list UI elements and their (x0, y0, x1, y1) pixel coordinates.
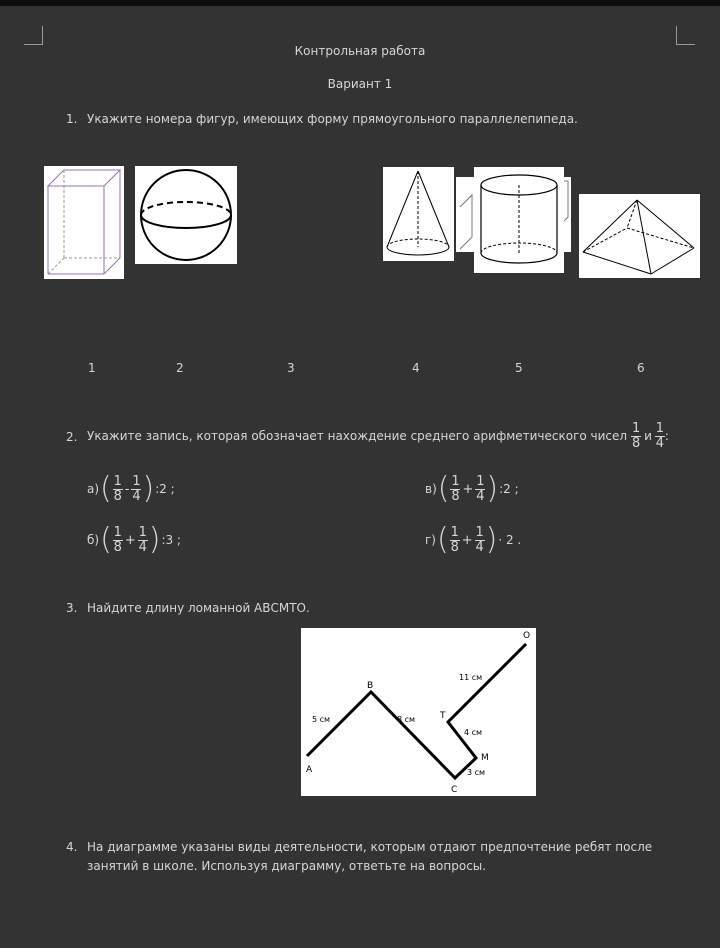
figure-pyramid (579, 194, 700, 278)
q3-text: Найдите длину ломанной АВСМТО. (87, 601, 310, 615)
figure-cylinder (474, 167, 564, 273)
fraction-numerator: 1 (631, 420, 641, 436)
option-operator: + (124, 532, 136, 548)
q2-option-b[interactable]: б) ( $\frac{1}{8}$ + $\frac{1}{4}$ ) :3 ; (87, 522, 181, 557)
option-label: а) (87, 482, 100, 496)
option-operator: - (124, 481, 130, 497)
figure-label-2: 2 (176, 361, 184, 375)
segment-label-TO: 11 см (459, 673, 483, 682)
q2-number: 2. (66, 430, 78, 444)
option-tail: :2 ; (499, 482, 519, 496)
q2-fraction-one-quarter (655, 420, 665, 451)
point-C: C (451, 785, 458, 795)
point-A: A (306, 765, 313, 775)
page-corner-mark-left (24, 26, 43, 45)
option-tail: :2 ; (155, 482, 175, 496)
q4-text-line1: На диаграмме указаны виды деятельности, которым отдают предпочтение ребят после (87, 840, 653, 854)
fraction-denominator: 4 (655, 435, 665, 451)
option-operator: + (462, 481, 474, 497)
q2-option-v[interactable]: в) ( $\frac{1}{8}$ + $\frac{1}{4}$ ) :2 ; (425, 471, 519, 506)
point-O: O (523, 631, 531, 641)
option-label: в) (425, 482, 437, 496)
figure-label-3: 3 (287, 361, 295, 375)
figure-label-4: 4 (412, 361, 420, 375)
q4-text-line2: занятий в школе. Используя диаграмму, ответьте на вопросы. (87, 859, 487, 873)
page-corner-mark-right (676, 26, 695, 45)
figure-box (44, 166, 124, 279)
figure-cone (383, 167, 454, 261)
fraction-numerator: 1 (655, 420, 665, 436)
segment-label-AB: 5 см (312, 715, 331, 724)
option-label: б) (87, 533, 100, 547)
figure-sphere (135, 166, 237, 264)
top-bar (0, 0, 720, 6)
q2-line (87, 417, 669, 455)
fraction-denominator: 8 (631, 435, 641, 451)
point-T: T (440, 711, 446, 721)
figure-label-5: 5 (515, 361, 523, 375)
point-M: M (481, 753, 489, 763)
q4-number: 4. (66, 840, 78, 854)
q2-option-a[interactable]: а) ( $\frac{1}{8}$ - $\frac{1}{4}$ ) :2 ; (87, 471, 175, 506)
variant-title: Вариант 1 (327, 77, 393, 91)
option-operator: + (461, 532, 473, 548)
segment-label-BC: 8 см (397, 715, 416, 724)
segment-label-MT: 4 см (464, 728, 483, 737)
point-B: B (367, 681, 374, 691)
q2-option-g[interactable]: г) ( $\frac{1}{8}$ + $\frac{1}{4}$ ) · 2 . (425, 522, 522, 557)
q1-text: Укажите номера фигур, имеющих форму прямоугольного параллелепипеда. (87, 112, 578, 126)
q2-conjunction: и (644, 429, 652, 443)
segment-label-CM: 3 см (467, 768, 486, 777)
figure-label-1: 1 (88, 361, 96, 375)
figure-label-6: 6 (637, 361, 645, 375)
q2-fraction-one-eighth (631, 420, 641, 451)
q1-number: 1. (66, 112, 78, 126)
option-tail: · 2 . (498, 533, 522, 547)
q2-end-colon: : (664, 429, 669, 443)
option-tail: :3 ; (161, 533, 181, 547)
q3-number: 3. (66, 601, 78, 615)
q2-text: Укажите запись, которая обозначает нахождение среднего арифметического чисел (87, 429, 628, 443)
option-label: г) (425, 533, 436, 547)
page-title: Контрольная работа (294, 44, 426, 58)
polyline-diagram (301, 628, 536, 796)
